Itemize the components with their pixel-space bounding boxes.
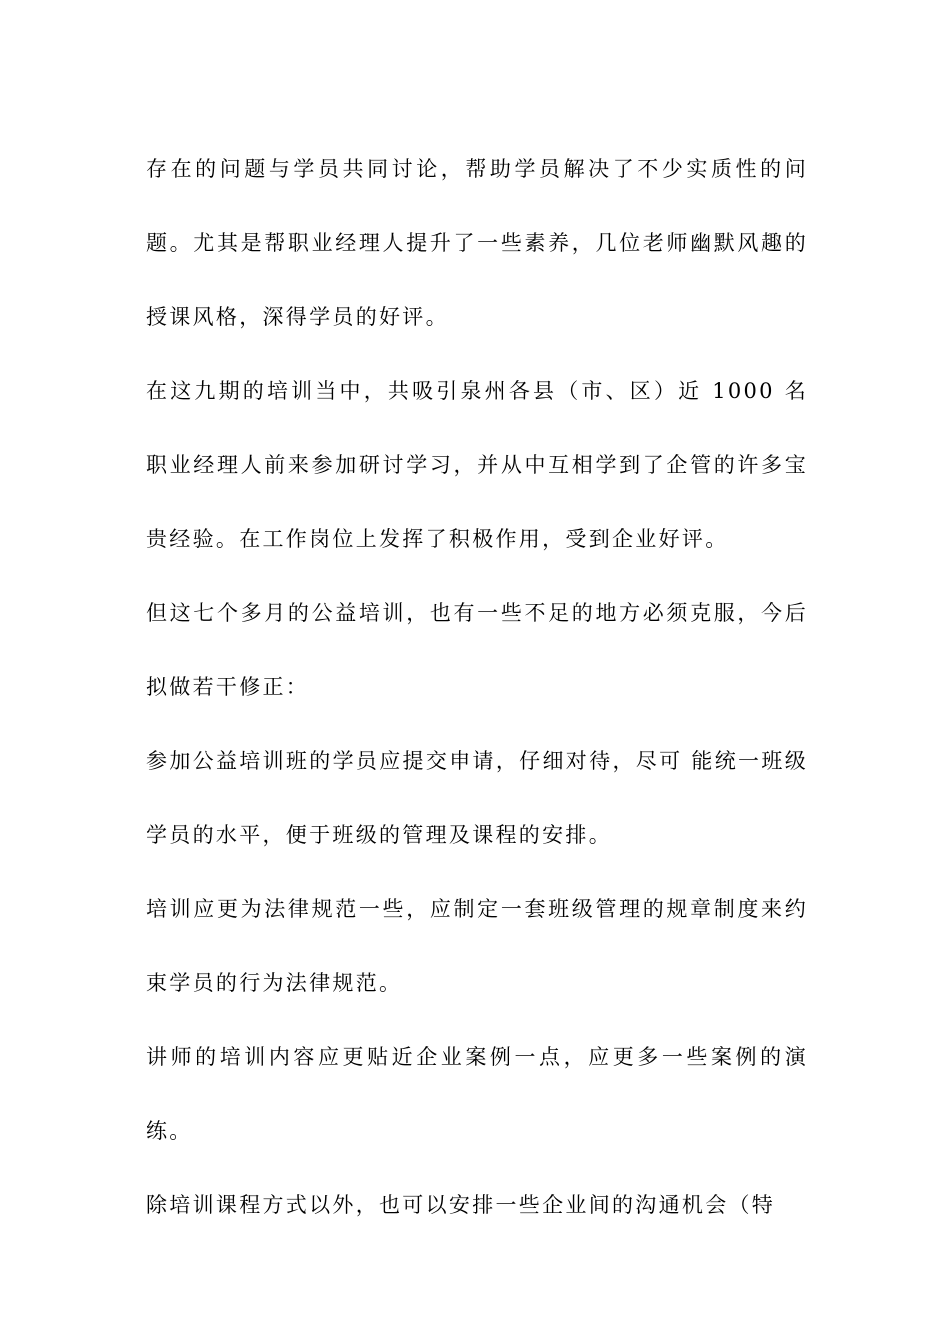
paragraph-3: 但这七个多月的公益培训，也有一些不足的地方必须克服，今后拟做若干修正： bbox=[146, 601, 808, 699]
paragraph-7: 除培训课程方式以外，也可以安排一些企业间的沟通机会（特 bbox=[146, 1193, 776, 1217]
document-body bbox=[146, 132, 808, 1242]
paragraph-6: 讲师的培训内容应更贴近企业案例一点，应更多一些案例的演练。 bbox=[146, 1045, 808, 1143]
paragraph-2: 在这九期的培训当中，共吸引泉州各县（市、区）近 1000 名职业经理人前来参加研讨学习，并从中互相学到了企管的许多宝贵经验。在工作岗位上发挥了积极作用，受到企业好评。 bbox=[146, 379, 808, 551]
paragraph-5: 培训应更为法律规范一些，应制定一套班级管理的规章制度来约束学员的行为法律规范。 bbox=[146, 897, 808, 995]
paragraph-1: 存在的问题与学员共同讨论，帮助学员解决了不少实质性的问题。尤其是帮职业经理人提升了一些素养，几位老师幽默风趣的授课风格，深得学员的好评。 bbox=[146, 157, 808, 329]
paragraph-4: 参加公益培训班的学员应提交申请，仔细对待，尽可 能统一班级学员的水平，便于班级的管理及课程的安排。 bbox=[146, 749, 808, 847]
